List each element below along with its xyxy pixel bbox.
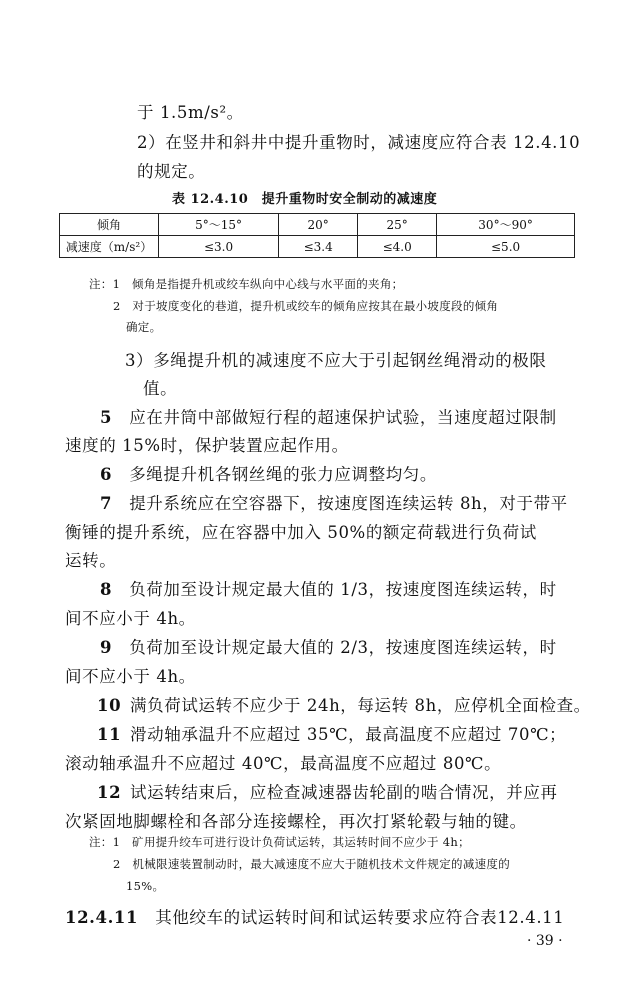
clause-number: 9: [100, 638, 113, 657]
clause-number: 6: [100, 465, 113, 484]
text-line: 间不应小于 4h。: [65, 609, 196, 628]
text-line: 3）多绳提升机的减速度不应大于引起钢丝绳滑动的极限: [125, 351, 547, 370]
clause-number: 12: [97, 783, 122, 802]
table-cell: 20°: [279, 214, 358, 236]
note-line: 2 机械限速装置制动时，最大减速度不应大于随机技术文件规定的减速度的: [113, 857, 511, 871]
table-cell: 倾角: [60, 214, 159, 236]
clause-12: [97, 779, 558, 803]
text-line: 的规定。: [137, 162, 206, 181]
table-caption: 表 12.4.10 提升重物时安全制动的减速度: [172, 192, 438, 207]
clause-text: 多绳提升机各钢丝绳的张力应调整均匀。: [129, 465, 438, 484]
clause-5: [100, 404, 557, 428]
clause-text: 满负荷试运转不应少于 24h，每运转 8h，应停机全面检查。: [130, 696, 591, 715]
clause-8: [100, 576, 557, 600]
clause-number: 10: [97, 696, 122, 715]
note-line: 确定。: [126, 320, 162, 334]
clause-6: [100, 461, 437, 485]
table-cell: ≤4.0: [358, 236, 437, 258]
table-cell: 减速度（m/s²）: [60, 236, 159, 258]
clause-number: 12.4.11: [65, 908, 139, 927]
clause-number: 11: [97, 725, 122, 744]
table-cell: 25°: [358, 214, 437, 236]
text-line: 运转。: [65, 551, 117, 570]
clause-text: 试运转结束后，应检查减速器齿轮副的啮合情况，并应再: [130, 783, 558, 802]
note-line: 注：1 矿用提升绞车可进行设计负荷试运转，其运转时间不应少于 4h；: [89, 835, 470, 849]
note-line: 15%。: [126, 879, 165, 893]
clause-number: 8: [100, 580, 113, 599]
text-line: 次紧固地脚螺栓和各部分连接螺栓，再次打紧轮毂与轴的键。: [65, 812, 527, 831]
table-cell: ≤3.0: [159, 236, 279, 258]
clause-7: [100, 490, 568, 514]
table-row: [60, 214, 575, 236]
text-line: 于 1.5m/s²。: [137, 103, 244, 122]
clause-text: 负荷加至设计规定最大值的 1/3，按速度图连续运转，时: [129, 580, 557, 599]
clause-number: 7: [100, 494, 113, 513]
table-cell: 30°～90°: [437, 214, 575, 236]
clause-text: 其他绞车的试运转时间和试运转要求应符合表12.4.11: [155, 908, 565, 927]
clause-text: 应在井筒中部做短行程的超速保护试验，当速度超过限制: [129, 408, 557, 427]
note-line: 2 对于坡度变化的巷道，提升机或绞车的倾角应按其在最小坡度段的倾角: [113, 299, 499, 313]
text-line: 衡锤的提升系统，应在容器中加入 50%的额定荷载进行负荷试: [65, 523, 537, 542]
text-line: 2）在竖井和斜井中提升重物时，减速度应符合表 12.4.10: [137, 133, 581, 152]
clause-12-4-11: [65, 904, 564, 928]
table-cell: 5°～15°: [159, 214, 279, 236]
clause-number: 5: [100, 408, 113, 427]
text-line: 值。: [143, 379, 178, 398]
clause-10: [97, 692, 591, 716]
table-cell: ≤3.4: [279, 236, 358, 258]
clause-text: 滑动轴承温升不应超过 35℃，最高温度不应超过 70℃；: [130, 725, 567, 744]
text-line: 间不应小于 4h。: [65, 667, 196, 686]
clause-text: 提升系统应在空容器下，按速度图连续运转 8h，对于带平: [129, 494, 568, 513]
clause-11: [97, 721, 566, 745]
note-line: 注：1 倾角是指提升机或绞车纵向中心线与水平面的夹角；: [89, 277, 404, 291]
clause-text: 负荷加至设计规定最大值的 2/3，按速度图连续运转，时: [129, 638, 557, 657]
text-line: 滚动轴承温升不应超过 40℃，最高温度不应超过 80℃。: [65, 754, 502, 773]
clause-9: [100, 634, 557, 658]
text-line: 速度的 15%时，保护装置应起作用。: [65, 436, 349, 455]
table-cell: ≤5.0: [437, 236, 575, 258]
table-row: [60, 236, 575, 258]
page-number: · 39 ·: [527, 933, 563, 949]
deceleration-table: [59, 213, 575, 258]
